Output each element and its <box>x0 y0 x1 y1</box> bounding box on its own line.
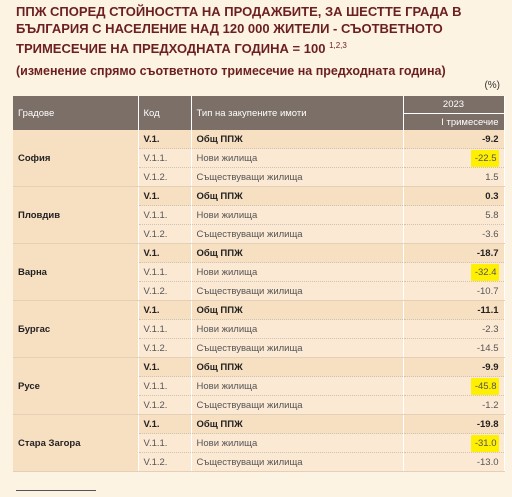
value-text: -13.0 <box>476 456 499 468</box>
table-subtitle: (изменение спрямо съответното тримесечие на предходната година) <box>16 64 446 78</box>
value-text: -11.1 <box>477 304 499 316</box>
highlighted-value: -32.4 <box>471 264 499 281</box>
value-cell <box>403 206 504 225</box>
city-cell: Пловдив <box>13 187 138 244</box>
table-row <box>13 301 504 320</box>
type-cell: Нови жилища <box>191 434 403 453</box>
code-cell: V.1.2. <box>138 453 191 472</box>
type-cell: Общ ППЖ <box>191 187 403 206</box>
code-cell: V.1. <box>138 130 191 149</box>
value-cell <box>403 415 504 434</box>
type-cell: Съществуващи жилища <box>191 225 403 244</box>
value-text: -10.7 <box>476 285 499 297</box>
value-cell <box>403 377 504 396</box>
value-cell <box>403 263 504 282</box>
code-cell: V.1.1. <box>138 149 191 168</box>
price-index-table <box>13 96 505 472</box>
value-cell <box>403 282 504 301</box>
code-cell: V.1.1. <box>138 320 191 339</box>
value-cell <box>403 244 504 263</box>
type-cell: Общ ППЖ <box>191 358 403 377</box>
header-quarter: I тримесечие <box>403 114 504 131</box>
value-text: -2.3 <box>482 323 499 335</box>
header-code: Код <box>138 96 191 130</box>
value-text: 0.3 <box>485 190 499 202</box>
type-cell: Съществуващи жилища <box>191 339 403 358</box>
city-cell: Русе <box>13 358 138 415</box>
value-cell <box>403 320 504 339</box>
value-cell <box>403 396 504 415</box>
table-body <box>13 130 504 472</box>
type-cell: Нови жилища <box>191 377 403 396</box>
city-cell: София <box>13 130 138 187</box>
type-cell: Нови жилища <box>191 263 403 282</box>
value-cell <box>403 434 504 453</box>
title-line-3 <box>16 37 496 57</box>
code-cell: V.1.1. <box>138 206 191 225</box>
code-cell: V.1. <box>138 244 191 263</box>
value-text: -3.6 <box>482 228 499 240</box>
code-cell: V.1.2. <box>138 168 191 187</box>
type-cell: Съществуващи жилища <box>191 396 403 415</box>
value-cell <box>403 358 504 377</box>
value-text: 1.5 <box>485 171 499 183</box>
value-cell <box>403 187 504 206</box>
type-cell: Нови жилища <box>191 206 403 225</box>
table-row <box>13 358 504 377</box>
highlighted-value: -22.5 <box>471 150 499 167</box>
table-row <box>13 187 504 206</box>
value-text: -9.9 <box>482 361 499 373</box>
code-cell: V.1.2. <box>138 282 191 301</box>
city-cell: Стара Загора <box>13 415 138 472</box>
value-text: -9.2 <box>482 133 499 145</box>
value-cell <box>403 339 504 358</box>
header-year: 2023 <box>403 96 504 114</box>
code-cell: V.1.2. <box>138 396 191 415</box>
table-title <box>16 3 496 57</box>
code-cell: V.1. <box>138 358 191 377</box>
code-cell: V.1.1. <box>138 434 191 453</box>
type-cell: Съществуващи жилища <box>191 282 403 301</box>
code-cell: V.1.2. <box>138 339 191 358</box>
header-type: Тип на закупените имоти <box>191 96 403 130</box>
type-cell: Нови жилища <box>191 320 403 339</box>
highlighted-value: -45.8 <box>471 378 499 395</box>
value-text: -14.5 <box>476 342 499 354</box>
type-cell: Общ ППЖ <box>191 301 403 320</box>
value-cell <box>403 149 504 168</box>
type-cell: Общ ППЖ <box>191 130 403 149</box>
unit-label: (%) <box>484 80 500 91</box>
table-row <box>13 130 504 149</box>
title-line-3-text: ТРИМЕСЕЧИЕ НА ПРЕДХОДНАТА ГОДИНА = 100 <box>16 41 326 56</box>
code-cell: V.1. <box>138 301 191 320</box>
footnote-divider <box>16 490 96 491</box>
header-city: Градове <box>13 96 138 130</box>
highlighted-value: -31.0 <box>471 435 499 452</box>
value-text: -1.2 <box>482 399 499 411</box>
title-line-1: ППЖ СПОРЕД СТОЙНОСТТА НА ПРОДАЖБИТЕ, ЗА ШЕСТТЕ ГРАДА В <box>16 4 462 19</box>
footnote-marks: 1,2,3 <box>329 41 347 50</box>
value-cell <box>403 301 504 320</box>
value-cell <box>403 168 504 187</box>
value-cell <box>403 225 504 244</box>
city-cell: Варна <box>13 244 138 301</box>
value-cell <box>403 453 504 472</box>
value-text: -19.8 <box>476 418 499 430</box>
type-cell: Нови жилища <box>191 149 403 168</box>
code-cell: V.1. <box>138 415 191 434</box>
code-cell: V.1.2. <box>138 225 191 244</box>
type-cell: Общ ППЖ <box>191 415 403 434</box>
type-cell: Общ ППЖ <box>191 244 403 263</box>
table-row <box>13 415 504 434</box>
value-cell <box>403 130 504 149</box>
code-cell: V.1. <box>138 187 191 206</box>
table-row <box>13 244 504 263</box>
city-cell: Бургас <box>13 301 138 358</box>
type-cell: Съществуващи жилища <box>191 168 403 187</box>
title-line-2: БЪЛГАРИЯ С НАСЕЛЕНИЕ НАД 120 000 ЖИТЕЛИ - СЪОТВЕТНОТО <box>16 21 443 36</box>
code-cell: V.1.1. <box>138 263 191 282</box>
value-text: -18.7 <box>476 247 499 259</box>
type-cell: Съществуващи жилища <box>191 453 403 472</box>
value-text: 5.8 <box>485 209 499 221</box>
code-cell: V.1.1. <box>138 377 191 396</box>
